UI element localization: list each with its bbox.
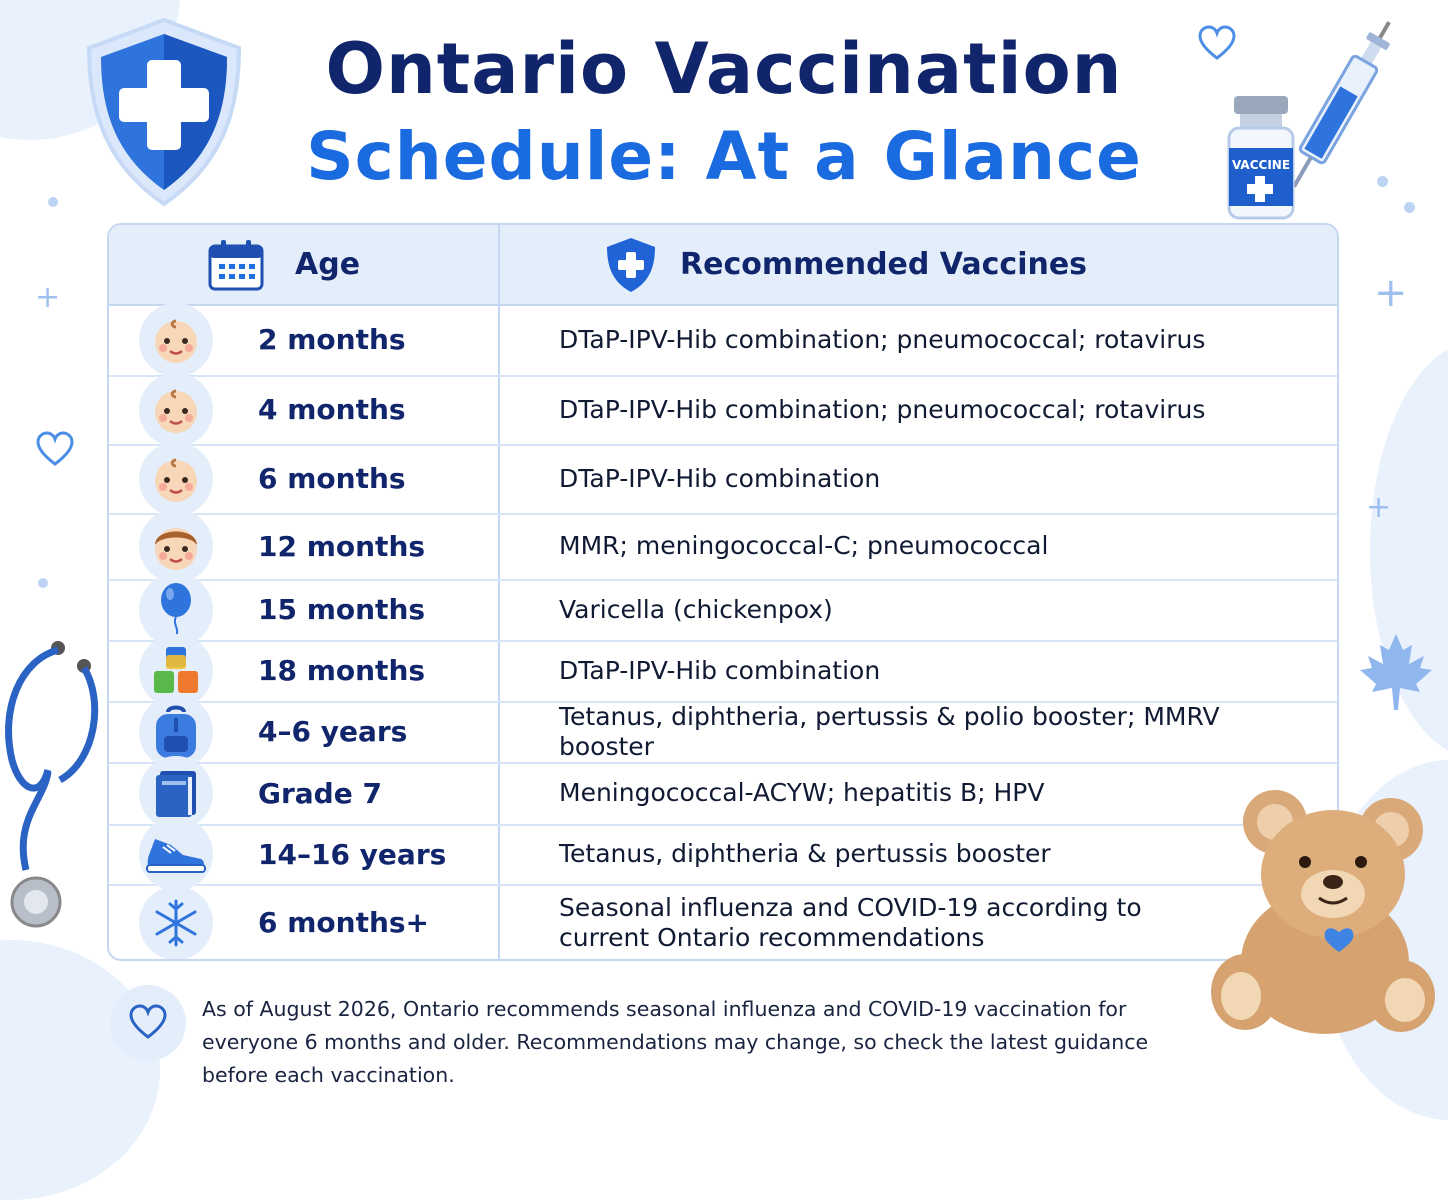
shield-cross-icon [604, 236, 658, 294]
snowflake-icon-badge [139, 886, 213, 960]
age-cell: 4–6 years [258, 715, 408, 748]
table-row [109, 579, 1337, 642]
table-header [109, 225, 1337, 306]
maple-leaf-icon [1356, 630, 1436, 714]
dot-decoration [1404, 202, 1415, 213]
backpack-icon [150, 704, 202, 760]
sparkle-plus-icon: + [1374, 270, 1408, 316]
vaccines-cell: Tetanus, diphtheria & pertussis booster [559, 839, 1051, 868]
age-cell: 6 months+ [258, 906, 430, 939]
header-age [207, 225, 360, 304]
sparkle-plus-icon: + [1366, 490, 1392, 525]
toddler-face-icon [149, 519, 203, 573]
sparkle-plus-icon: + [35, 280, 61, 315]
table-row [109, 762, 1337, 826]
table-row [109, 701, 1337, 764]
toy-blocks-icon [150, 645, 202, 697]
dot-decoration [38, 578, 48, 588]
baby-face-icon-badge [139, 303, 213, 377]
header-age-label: Age [295, 247, 361, 282]
heart-outline-icon [127, 1003, 169, 1043]
vaccines-cell: Meningococcal-ACYW; hepatitis B; HPV [559, 778, 1045, 807]
calendar-icon [207, 238, 265, 292]
age-cell: 14–16 years [258, 837, 447, 871]
sneaker-icon-badge [139, 817, 213, 891]
vaccines-cell: DTaP-IPV-Hib combination [559, 463, 881, 493]
heart-outline-icon [34, 430, 76, 470]
dot-decoration [48, 197, 58, 207]
baby-face-icon [149, 452, 203, 506]
age-cell: Grade 7 [258, 776, 382, 810]
table-row [109, 444, 1337, 515]
baby-face-icon-badge [139, 442, 213, 516]
vaccines-cell: DTaP-IPV-Hib combination; pneumococcal; rotavirus [559, 324, 1206, 354]
stethoscope-icon [0, 630, 110, 940]
snowflake-icon [151, 898, 201, 948]
age-cell: 12 months [258, 529, 426, 563]
age-cell: 6 months [258, 462, 406, 495]
teddy-bear-icon [1205, 782, 1441, 1036]
baby-face-icon [149, 313, 203, 367]
vaccines-cell: DTaP-IPV-Hib combination; pneumococcal; rotavirus [559, 394, 1206, 424]
table-row [109, 304, 1337, 377]
vaccination-table [107, 223, 1339, 961]
footer-note: As of August 2026, Ontario recommends seasonal influenza and COVID-19 vaccination for everyone 6 months and older. Recommendations may change, so check the latest guidance before each vaccination. [202, 997, 1149, 1087]
vaccines-cell: Seasonal influenza and COVID-19 according to current Ontario recommendations [559, 892, 1142, 952]
page-title-line2: Schedule: At a Glance [306, 118, 1142, 195]
vaccines-cell: MMR; meningococcal-C; pneumococcal [559, 531, 1049, 560]
vaccines-cell: Tetanus, diphtheria, pertussis & polio booster; MMRV booster [559, 701, 1220, 761]
vaccines-cell: DTaP-IPV-Hib combination [559, 655, 881, 685]
syringe-icon [1280, 10, 1400, 220]
age-cell: 4 months [258, 393, 406, 426]
table-row [109, 375, 1337, 446]
sneaker-icon [145, 833, 207, 875]
table-row [109, 640, 1337, 703]
header-vaccines [604, 225, 1087, 304]
header-vaccines-label: Recommended Vaccines [680, 247, 1088, 282]
table-row [109, 884, 1337, 961]
vaccine-vial-label: VACCINE [1231, 158, 1291, 172]
age-cell: 15 months [258, 593, 426, 626]
age-cell: 2 months [258, 323, 406, 356]
table-row [109, 824, 1337, 886]
toddler-face-icon-badge [139, 509, 213, 583]
baby-face-icon-badge [139, 373, 213, 447]
age-cell: 18 months [258, 654, 426, 687]
vaccines-cell: Varicella (chickenpox) [559, 594, 833, 624]
table-row [109, 513, 1337, 581]
book-icon [152, 767, 200, 819]
page-title-line1: Ontario Vaccination [325, 28, 1123, 110]
balloon-icon [156, 582, 196, 638]
background-blob [0, 940, 160, 1200]
baby-face-icon [149, 383, 203, 437]
footer-heart-badge [110, 985, 186, 1061]
